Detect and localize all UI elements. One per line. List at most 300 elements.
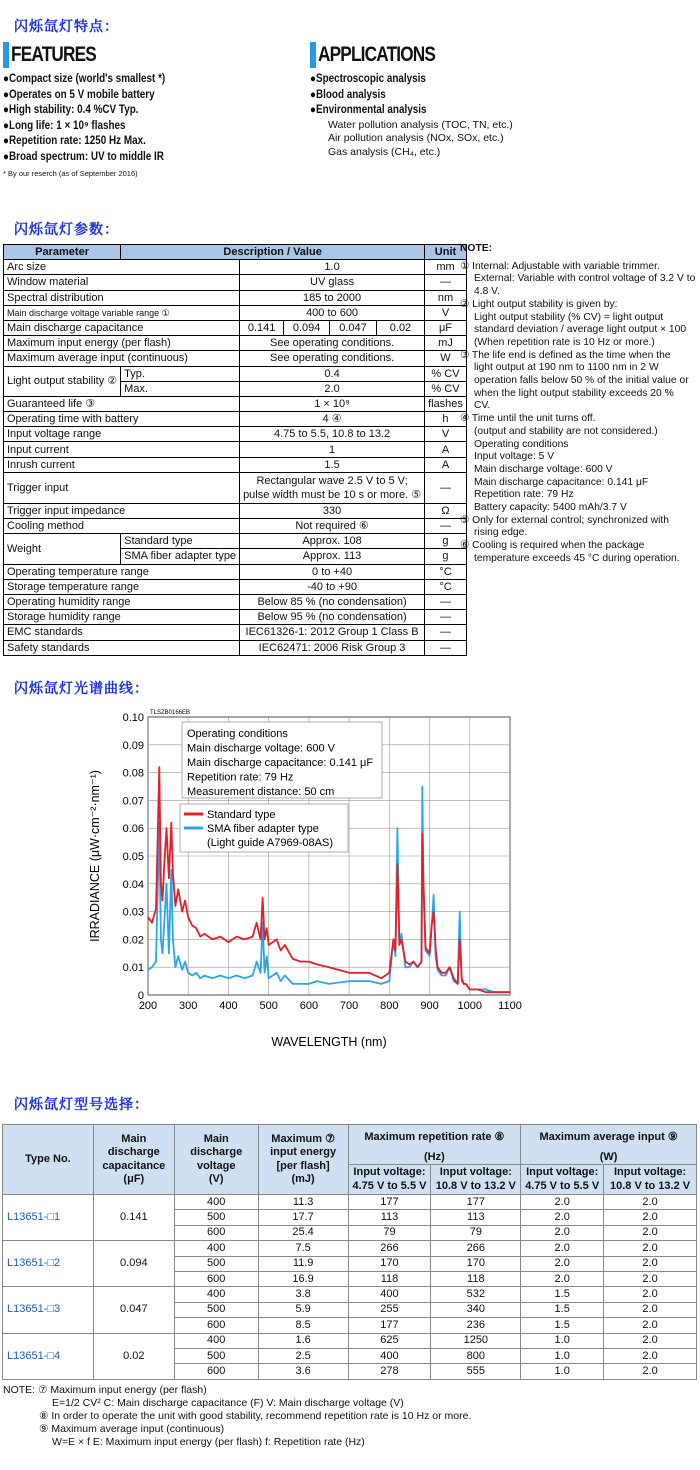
model-cell: 500 [174,1348,258,1363]
col-unit: Unit [425,245,467,260]
hdr-line: Maximum ⑦ [271,1132,335,1145]
y-tick-label: 0.06 [122,823,144,836]
model-cell: 278 [348,1364,431,1379]
note-line: ① Internal: Adjustable with variable trimmer. [460,260,660,272]
model-cell: 2.0 [521,1241,604,1256]
note-line: External: Variable with control voltage of 3.2 V to [474,273,696,285]
model-cell: 118 [431,1271,521,1286]
feature-item: ●Compact size (world's smallest *) [3,73,166,85]
model-cell: 2.0 [521,1225,604,1240]
model-cell: 11.9 [258,1256,348,1271]
model-cell: 555 [431,1364,521,1379]
note-line: Input voltage: 5 V [474,451,555,463]
param-value: 4 ④ [240,412,425,427]
model-cell: 5.9 [258,1302,348,1317]
model-cell: 113 [348,1210,431,1225]
param-unit: A [425,442,467,457]
rep-unit: (Hz) [348,1151,521,1165]
application-item: ●Environmental analysis [310,104,427,116]
param-value: 1 × 10⁹ [240,396,425,411]
model-cell: 2.0 [604,1210,697,1225]
applications-list [310,72,513,119]
param-name: Cooling method [4,519,240,534]
features-heading-cn: 闪烁氙灯特点： [14,19,119,35]
model-cell: 1.0 [521,1333,604,1348]
foot-line: NOTE: ⑦ Maximum input energy (per flash) [3,1384,207,1396]
model-cell: 400 [174,1333,258,1348]
note-line: CV. [474,400,491,412]
param-name: Maximum average input (continuous) [4,351,240,366]
col-iv1 [521,1165,604,1195]
model-cell: 7.5 [258,1241,348,1256]
param-value: Below 95 % (no condensation) [240,610,425,625]
note-line: (When repetition rate is 10 Hz or more.) [474,336,655,348]
param-value: 185 to 2000 [240,290,425,305]
capacitance-cell: 0.047 [93,1287,174,1333]
param-name: Storage humidity range [4,610,240,625]
y-tick-label: 0.02 [122,934,144,947]
model-cell: 1.0 [521,1348,604,1363]
model-cell: 177 [431,1195,521,1210]
param-unit: g [425,534,467,549]
x-tick-label: 900 [420,1000,439,1012]
params-heading-cn: 闪烁氙灯参数： [14,222,119,238]
hdr-line: 4.75 V to 5.5 V [352,1179,427,1192]
hdr-line: discharge [190,1146,243,1158]
model-cell: 2.0 [604,1318,697,1333]
col-iv1 [348,1165,431,1195]
x-tick-label: 700 [339,1000,359,1012]
param-unit: W [425,351,467,366]
trigger-line-1: Rectangular wave 2.5 V to 5 V; [256,474,408,487]
param-unit: V [425,427,467,442]
param-unit: — [425,610,467,625]
param-value: 1.0 [240,260,425,275]
col-type-no: Type No. [3,1125,94,1195]
table-row [4,320,467,335]
table-row [4,534,467,549]
model-cell: 800 [431,1348,521,1363]
param-unit: — [425,625,467,640]
param-unit: A [425,457,467,472]
param-value: 1.5 [240,457,425,472]
table-row [4,640,467,655]
model-cell: 600 [174,1225,258,1240]
feature-item: ●Long life: 1 × 10⁹ flashes [3,119,126,132]
table-row [4,610,467,625]
model-cell: 17.7 [258,1210,348,1225]
param-name: Guaranteed life ③ [4,396,240,411]
applications-sublist [310,119,513,160]
hdr-line: 10.8 V to 13.2 V [610,1179,691,1192]
x-axis-label: WAVELENGTH (nm) [271,1035,387,1049]
param-value: See operating conditions. [240,336,425,351]
model-cell: 11.3 [258,1195,348,1210]
table-row [4,503,467,518]
y-tick-label: 0.05 [122,851,144,863]
application-subitem: Air pollution analysis (NOx, SOx, etc.) [328,132,504,144]
table-row [4,351,467,366]
model-cell: 3.8 [258,1287,348,1302]
model-cell: 500 [174,1210,258,1225]
note-line: temperature exceeds 45 °C during operation. [474,552,680,564]
y-tick-label: 0.04 [122,878,144,891]
param-value: 400 to 600 [240,305,425,320]
condition-line: Main discharge capacitance: 0.141 μF [187,757,374,769]
note-line: ③ The life end is defined as the time when the [460,349,671,361]
y-tick-label: 0 [137,990,144,1002]
table-row [4,564,467,579]
hdr-line: Input voltage: [353,1166,426,1178]
model-cell: 266 [348,1241,431,1256]
model-cell: 2.0 [604,1256,697,1271]
hdr-line: discharge [107,1146,160,1158]
model-cell: 79 [431,1225,521,1240]
feature-item: ●Repetition rate: 1250 Hz Max. [3,135,146,147]
parameter-table-header [4,245,467,260]
type-no: L13651-□3 [3,1287,94,1333]
model-cell: 2.0 [604,1333,697,1348]
hdr-line: Input voltage: [439,1166,512,1178]
note-line: ② Light output stability is given by: [460,298,618,310]
model-cell: 113 [431,1210,521,1225]
model-cell: 600 [174,1271,258,1286]
param-value: Approx. 113 [240,549,425,564]
model-cell: 2.0 [604,1302,697,1317]
model-cell: 2.0 [604,1364,697,1379]
legend-label: (Light guide A7969-08AS) [207,837,333,849]
note-line: standard deviation / average light output × 100 [474,324,687,336]
param-value: 0.047 [330,320,377,335]
model-cell: 400 [174,1195,258,1210]
table-row [4,336,467,351]
model-cell: 340 [431,1302,521,1317]
param-name: Inrush current [4,457,240,472]
x-tick-label: 1000 [457,1000,483,1012]
param-value: 0.4 [240,366,425,381]
param-sublabel: SMA fiber adapter type [121,549,240,564]
hdr-line: Input voltage: [614,1166,687,1178]
y-tick-label: 0.08 [122,767,144,780]
model-cell: 400 [348,1348,431,1363]
param-name: Input current [4,442,240,457]
param-unit: h [425,412,467,427]
type-no: L13651-□4 [3,1333,94,1379]
foot-line: ⑧ In order to operate the unit with good stability, recommend repetition rate is 10 Hz or more. [39,1410,472,1422]
spectrum-heading-cn: 闪烁氙灯光谱曲线： [14,681,149,697]
table-row [4,260,467,275]
table-row [4,442,467,457]
note-line: Battery capacity: 5400 mAh/3.7 V [474,502,627,514]
param-name: Operating time with battery [4,412,240,427]
param-unit: °C [425,564,467,579]
hdr-line: [per flash] [276,1159,330,1172]
hdr-line: (V) [208,1173,224,1185]
model-notes [3,1384,471,1449]
table-row [4,457,467,472]
legend-label: SMA fiber adapter type [207,823,319,835]
model-cell: 2.0 [521,1271,604,1286]
hdr-line: capacitance [102,1159,166,1172]
models-heading-cn: 闪烁氙灯型号选择： [14,1097,149,1113]
note-line: operation falls below 50 % of the initial value or [474,375,689,387]
notes-block [460,243,698,566]
param-value: 330 [240,503,425,518]
condition-line: Main discharge voltage: 600 V [187,742,335,755]
hdr-line: (mJ) [291,1173,315,1185]
model-cell: 600 [174,1364,258,1379]
note-line: Main discharge voltage: 600 V [474,463,613,475]
x-tick-label: 800 [380,1000,399,1012]
hdr-line: Main [203,1132,229,1145]
model-cell: 2.0 [604,1271,697,1286]
application-item: ●Spectroscopic analysis [310,73,426,85]
param-unit: °C [425,579,467,594]
param-value: 0.141 [240,320,284,335]
parameter-table [3,244,467,656]
model-cell: 118 [348,1271,431,1286]
model-cell: 236 [431,1318,521,1333]
model-cell: 2.0 [604,1241,697,1256]
model-cell: 1.5 [521,1318,604,1333]
notes-title: NOTE: [460,243,493,254]
features-title-bar [3,42,9,68]
col-voltage [174,1125,258,1195]
param-value: UV glass [240,275,425,290]
x-tick-label: 400 [219,1000,238,1012]
table-row [4,594,467,609]
model-cell: 500 [174,1302,258,1317]
model-cell: 2.0 [521,1210,604,1225]
capacitance-cell: 0.02 [93,1333,174,1379]
param-unit: mJ [425,336,467,351]
y-axis-label: IRRADIANCE (μW·cm⁻²·nm⁻¹) [88,770,102,942]
model-cell: 1.6 [258,1333,348,1348]
model-cell: 170 [348,1256,431,1271]
model-cell: 2.0 [521,1256,604,1271]
param-unit: Ω [425,503,467,518]
model-cell: 1.5 [521,1302,604,1317]
model-cell: 500 [174,1256,258,1271]
note-line: rising edge. [474,527,528,539]
foot-line: E=1/2 CV² C: Main discharge capacitance (F) V: Main discharge voltage (V) [52,1397,404,1409]
model-cell: 2.5 [258,1348,348,1363]
model-cell: 170 [431,1256,521,1271]
model-cell: 177 [348,1318,431,1333]
note-line: Main discharge capacitance: 0.141 μF [474,476,649,488]
param-unit: nm [425,290,467,305]
col-avg-input: Maximum average input ⑨ [521,1125,697,1151]
model-cell: 400 [174,1287,258,1302]
x-tick-label: 500 [259,1000,278,1012]
note-line: Repetition rate: 79 Hz [474,489,574,501]
table-row [4,366,467,381]
table-row [3,1287,697,1302]
model-cell: 625 [348,1333,431,1348]
y-tick-label: 0.10 [122,712,144,724]
trigger-line-2: pulse width must be 10 s or more. ⑤ [243,488,422,501]
table-row [4,625,467,640]
feature-item: ●Broad spectrum: UV to middle IR [3,150,164,163]
param-value: -40 to +90 [240,579,425,594]
type-no: L13651-□2 [3,1241,94,1287]
condition-line: Repetition rate: 79 Hz [187,771,294,784]
feature-item: ●Operates on 5 V mobile battery [3,88,155,101]
hdr-line: Main [121,1132,147,1145]
param-name: Spectral distribution [4,290,240,305]
param-sublabel: Typ. [121,366,240,381]
model-cell: 1250 [431,1333,521,1348]
param-unit: flashes [425,396,467,411]
model-cell: 266 [431,1241,521,1256]
model-cell: 16.9 [258,1271,348,1286]
note-line: when the light output stability exceeds 20 % [474,387,674,399]
param-value: IEC62471: 2006 Risk Group 3 [240,640,425,655]
spectrum-chart [0,700,700,1060]
model-cell: 79 [348,1225,431,1240]
chart-code: TLSZB0166EB [150,710,191,716]
model-cell: 400 [348,1287,431,1302]
param-value: 0.094 [284,320,330,335]
col-energy [258,1125,348,1195]
model-cell: 255 [348,1302,431,1317]
param-value [240,472,425,503]
condition-line: Measurement distance: 50 cm [187,786,335,798]
type-no: L13651-□1 [3,1195,94,1241]
table-row [3,1333,697,1348]
param-unit: % CV [425,381,467,396]
y-tick-label: 0.07 [122,795,144,808]
model-cell: 2.0 [604,1348,697,1363]
param-unit: — [425,275,467,290]
param-value: 1 [240,442,425,457]
param-name: Arc size [4,260,240,275]
foot-line: ⑨ Maximum average input (continuous) [39,1423,225,1435]
note-line: Light output stability (% CV) = light output [474,311,664,323]
param-name: Main discharge capacitance [4,320,240,335]
param-value: 4.75 to 5.5, 10.8 to 13.2 [240,427,425,442]
param-value: 0.02 [376,320,424,335]
table-row [4,472,467,503]
param-name: Safety standards [4,640,240,655]
col-rep-rate: Maximum repetition rate ⑧ [348,1125,521,1151]
model-cell: 8.5 [258,1318,348,1333]
hdr-line: 10.8 V to 13.2 V [435,1179,516,1192]
model-cell: 400 [174,1241,258,1256]
param-value: IEC61326-1: 2012 Group 1 Class B [240,625,425,640]
applications-title: APPLICATIONS [318,43,436,66]
table-row [4,412,467,427]
application-item: ●Blood analysis [310,88,386,101]
features-list [3,72,192,165]
col-iv2 [431,1165,521,1195]
note-line: ⑥ Cooling is required when the package [460,540,645,552]
y-tick-label: 0.03 [122,906,144,919]
param-value: See operating conditions. [240,351,425,366]
param-value: Approx. 108 [240,534,425,549]
model-table [2,1124,697,1380]
application-subitem: Water pollution analysis (TOC, TN, etc.) [328,118,513,131]
x-tick-label: 200 [138,1000,158,1012]
param-unit: — [425,472,467,503]
applications-block [310,42,513,159]
feature-item: ●High stability: 0.4 %CV Typ. [3,104,139,116]
y-tick-label: 0.09 [122,739,144,752]
hdr-line: voltage [196,1159,236,1172]
table-row [4,290,467,305]
note-line: Operating conditions [474,438,569,450]
table-row [4,396,467,411]
model-cell: 532 [431,1287,521,1302]
table-row [4,579,467,594]
model-table-body [3,1195,697,1380]
col-description: Description / Value [121,245,425,260]
param-value: Below 85 % (no condensation) [240,594,425,609]
capacitance-cell: 0.141 [93,1195,174,1241]
model-cell: 25.4 [258,1225,348,1240]
table-row [3,1241,697,1256]
legend-label: Standard type [207,809,276,821]
col-parameter: Parameter [4,245,121,260]
note-line: light output at 190 nm to 1100 nm in 2 W [474,362,659,374]
param-unit: mm [425,260,467,275]
model-cell: 3.6 [258,1364,348,1379]
x-tick-label: 300 [179,1000,198,1012]
hdr-line: (μF) [123,1173,145,1185]
table-row [4,275,467,290]
hdr-line: 4.75 V to 5.5 V [525,1179,600,1192]
param-name: Weight [4,534,121,564]
features-footnote: * By our reserch (as of September 2016) [3,169,138,178]
param-name: Light output stability ② [4,366,121,396]
param-value: Not required ⑥ [240,519,425,534]
features-block [3,42,192,178]
table-row [4,427,467,442]
param-name: Trigger input impedance [4,503,240,518]
param-name: Input voltage range [4,427,240,442]
param-name: Window material [4,275,240,290]
param-name: Storage temperature range [4,579,240,594]
table-row [3,1195,697,1210]
model-cell: 1.0 [521,1364,604,1379]
param-value: 0 to +40 [240,564,425,579]
param-name: Maximum input energy (per flash) [4,336,240,351]
note-line: (output and stability are not considered.) [474,425,658,437]
param-name: Trigger input [4,472,240,503]
param-unit: — [425,640,467,655]
avg-unit: (W) [521,1151,697,1165]
param-unit: — [425,519,467,534]
model-cell: 1.5 [521,1287,604,1302]
model-cell: 2.0 [604,1195,697,1210]
col-iv2 [604,1165,697,1195]
application-subitem: Gas analysis (CH₄, etc.) [328,145,441,158]
notes-list [460,261,698,566]
model-cell: 600 [174,1318,258,1333]
param-unit: g [425,549,467,564]
param-unit: — [425,594,467,609]
table-row [4,519,467,534]
note-line: ⑤ Only for external control; synchronized with [460,514,669,526]
param-unit: μF [425,320,467,335]
features-title: FEATURES [11,43,96,66]
param-unit: V [425,305,467,320]
param-name: EMC standards [4,625,240,640]
y-tick-label: 0.01 [122,962,144,975]
param-sublabel: Max. [121,381,240,396]
note-line: ④ Time until the unit turns off. [460,413,596,425]
x-tick-label: 600 [299,1000,319,1012]
